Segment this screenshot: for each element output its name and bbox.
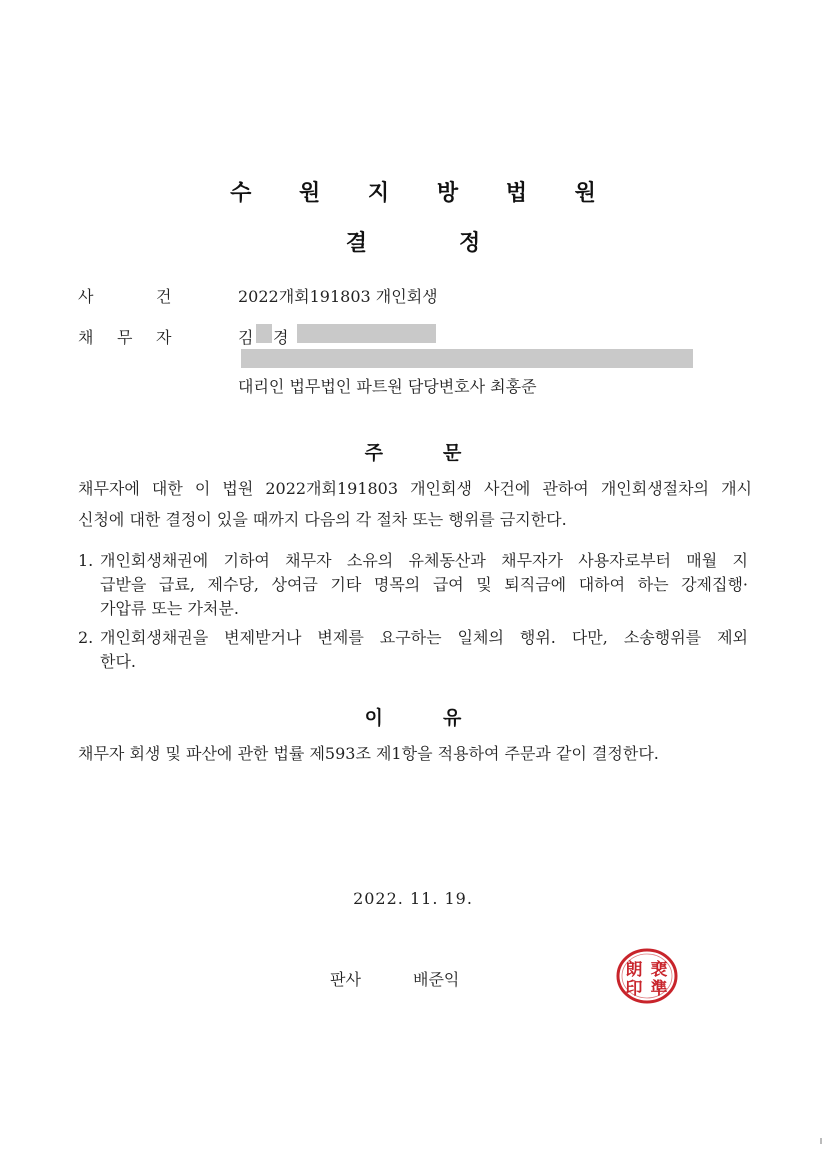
reason-heading — [0, 703, 826, 730]
order-heading — [0, 438, 826, 465]
seal-char: 朗 — [625, 960, 643, 980]
court-name: 수 원 지 방 법 원 — [230, 181, 616, 206]
order-item-line: 한다. — [100, 652, 136, 671]
id-redaction — [297, 324, 436, 343]
debtor-name-first: 김 — [238, 328, 254, 347]
seal-char: 裵 — [650, 960, 668, 980]
doc-type-char-right: 정 — [459, 231, 481, 256]
document-type-title — [0, 226, 826, 257]
decision-date: 2022. 11. 19. — [353, 889, 473, 908]
order-item-2 — [78, 626, 752, 674]
debtor-representative: 대리인 법무법인 파트원 담당변호사 최홍준 — [238, 377, 537, 396]
debtor-label-char: 채 — [78, 328, 94, 347]
debtor-label-char: 무 — [117, 328, 133, 347]
address-redaction — [241, 349, 693, 368]
scan-artifact-mark — [820, 1138, 822, 1144]
seal-char: 印 — [625, 979, 643, 999]
judge-seal-stamp — [616, 948, 678, 1004]
order-item-line: 급받을 급료, 제수당, 상여금 기타 명목의 급여 및 퇴직금에 대하여 하는 강제집행· — [100, 575, 748, 594]
order-text-line: 신청에 대한 결정이 있을 때까지 다음의 각 절차 또는 행위를 금지한다. — [78, 510, 567, 529]
doc-type-char-left: 결 — [345, 231, 367, 256]
order-text-line: 채무자에 대한 이 법원 2022개회191803 개인회생 사건에 관하여 개인회생절차의 개시 — [78, 479, 752, 498]
order-item-line: 개인회생채권에 기하여 채무자 소유의 유체동산과 채무자가 사용자로부터 매월 지 — [100, 551, 748, 570]
judge-name: 배준익 — [413, 970, 460, 989]
name-redaction — [256, 324, 272, 343]
case-label-char: 사 — [78, 287, 94, 306]
reason-heading-right: 유 — [443, 707, 462, 729]
debtor-name-last: 경 — [273, 328, 289, 347]
debtor-label-char: 자 — [156, 328, 172, 347]
judge-title: 판사 — [330, 970, 361, 989]
reason-text — [78, 738, 752, 769]
order-item-number: 1. — [78, 551, 94, 570]
seal-char: 準 — [650, 979, 668, 999]
case-label-char: 건 — [156, 287, 172, 306]
order-item-line: 개인회생채권을 변제받거나 변제를 요구하는 일체의 행위. 다만, 소송행위를 제외 — [100, 628, 748, 647]
order-item-line: 가압류 또는 가처분. — [100, 599, 239, 618]
case-number: 2022개회191803 개인회생 — [238, 287, 438, 306]
order-heading-left: 주 — [364, 442, 383, 464]
order-text — [78, 473, 752, 535]
reason-text-line: 채무자 회생 및 파산에 관한 법률 제593조 제1항을 적용하여 주문과 같이 결정한다. — [78, 744, 659, 763]
order-heading-right: 문 — [443, 442, 462, 464]
reason-heading-left: 이 — [364, 707, 383, 729]
order-item-number: 2. — [78, 628, 94, 647]
order-item-1 — [78, 549, 752, 621]
